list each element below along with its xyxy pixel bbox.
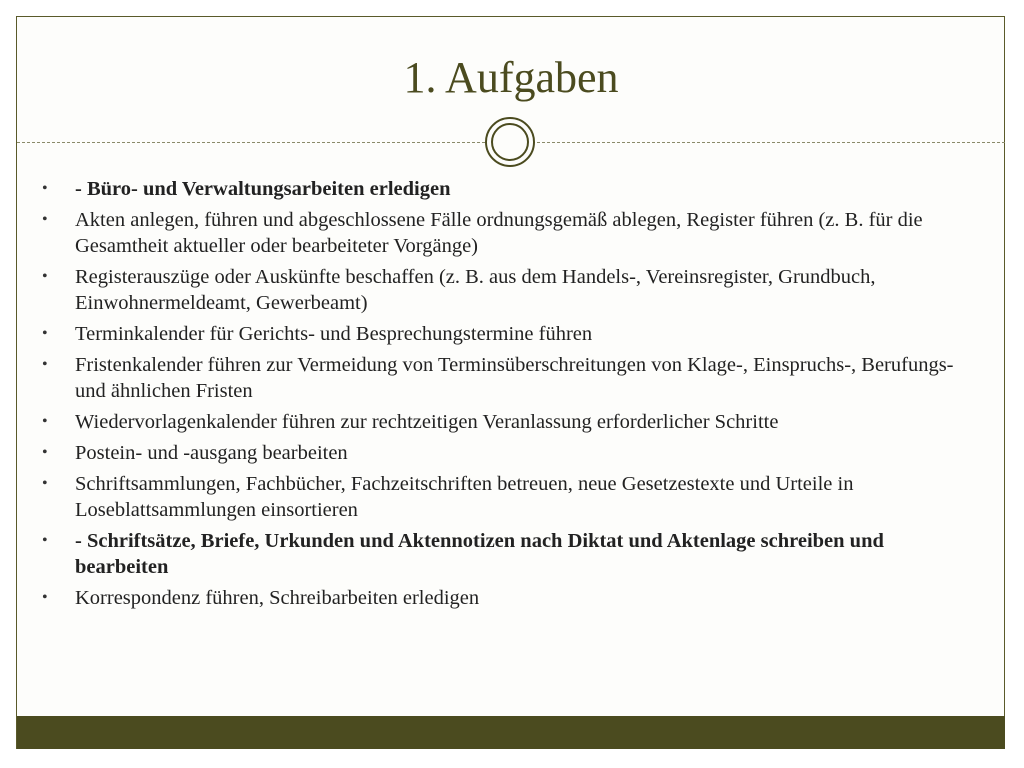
bullet-item [42,440,972,466]
slide-title: 1. Aufgaben [403,53,619,102]
bullet-text: Terminkalender für Gerichts- und Besprechungstermine führen [75,323,593,345]
bullet-item [42,528,972,580]
bullet-dot-icon: • [42,475,48,492]
bullet-dot-icon: • [42,356,48,373]
bullet-text: Postein- und -ausgang bearbeiten [75,442,348,464]
bullet-content [42,176,972,616]
bullet-text: Korrespondenz führen, Schreibarbeiten erledigen [75,587,480,609]
bullet-dot-icon: • [42,532,48,549]
bullet-text: Schriftsammlungen, Fachbücher, Fachzeitschriften betreuen, neue Gesetzestexte und Urteile in Loseblattsammlungen einsortieren [75,473,854,521]
bullet-dot-icon: • [42,211,48,228]
bullet-text: Fristenkalender führen zur Vermeidung von Terminsüberschreitungen von Klage-, Einspruchs-, Berufungs- und ähnlichen Fristen [75,354,954,402]
bullet-dot-icon: • [42,589,48,606]
bullet-dot-icon: • [42,268,48,285]
bullet-text: Registerauszüge oder Auskünfte beschaffen (z. B. aus dem Handels-, Vereinsregister, Grundbuch, Einwohnermeldeamt, Gewerbeamt) [75,266,876,314]
bullet-item [42,321,972,347]
bullet-item [42,176,972,202]
circle-ornament-icon [485,117,535,167]
bullet-text: - Schriftsätze, Briefe, Urkunden und Aktennotizen nach Diktat und Aktenlage schreiben und bearbeiten [75,530,884,578]
bullet-item [42,207,972,259]
bullet-dot-icon: • [42,180,48,197]
footer-bar [17,716,1005,749]
bullet-text: Wiedervorlagenkalender führen zur rechtzeitigen Veranlassung erforderlicher Schritte [75,411,779,433]
bullet-item [42,352,972,404]
bullet-text: Akten anlegen, führen und abgeschlossene Fälle ordnungsgemäß ablegen, Register führen (z. B. für die Gesamtheit aktueller oder bearbeiteter Vorgänge) [75,209,923,257]
bullet-dot-icon: • [42,325,48,342]
bullet-item [42,585,972,611]
bullet-list [42,176,972,611]
bullet-dot-icon: • [42,413,48,430]
bullet-item [42,471,972,523]
bullet-item [42,409,972,435]
circle-ornament-inner [491,123,529,161]
bullet-dot-icon: • [42,444,48,461]
bullet-text: - Büro- und Verwaltungsarbeiten erledigen [75,178,451,200]
bullet-item [42,264,972,316]
